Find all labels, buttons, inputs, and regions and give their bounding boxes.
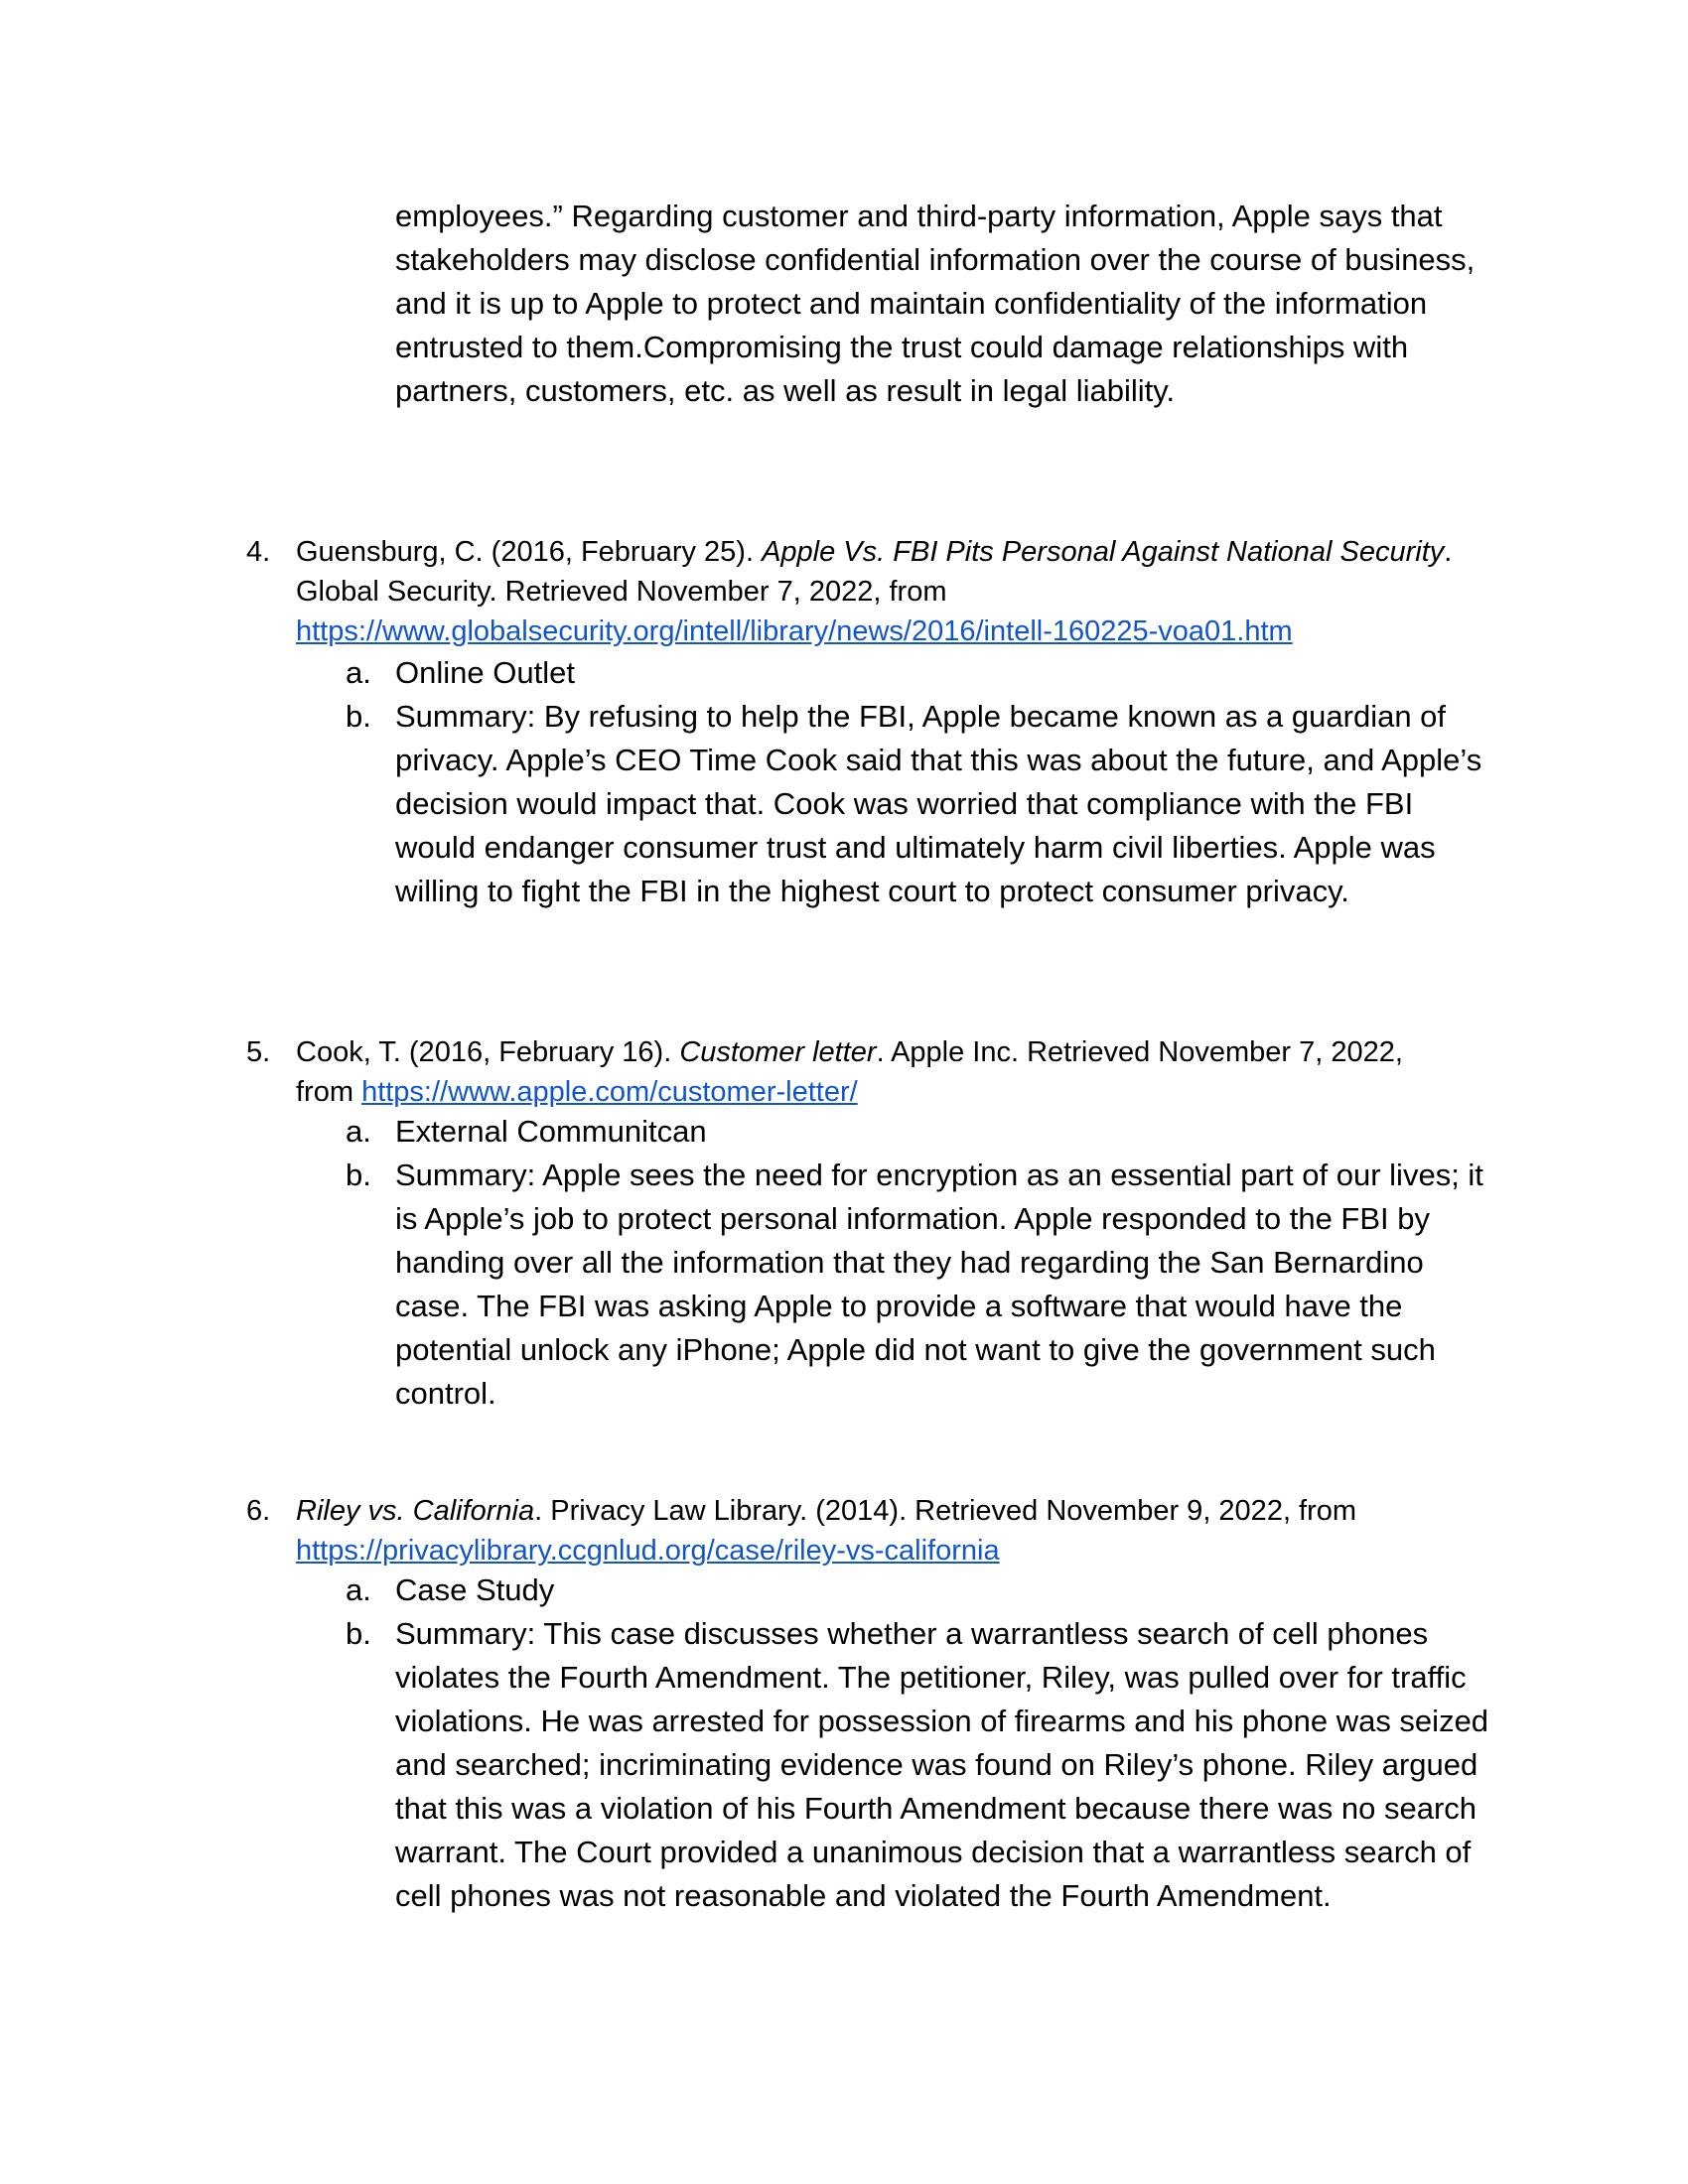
- citation-link[interactable]: https://privacylibrary.ccgnlud.org/case/riley-vs-california: [296, 1535, 1000, 1567]
- list-letter: a.: [346, 655, 371, 690]
- summary-text: Summary: By refusing to help the FBI, Apple became known as a guardian of privacy. Apple’s CEO Time Cook said that this was about the future, and Apple’s decision would impact that. Cook was worried that compliance with the FBI would endanger consumer trust and ultimately harm civil liberties. Apple was willing to fight the FBI in the highest court to protect consumer privacy.: [395, 699, 1482, 908]
- citation-publisher: . Privacy Law Library. (2014). Retrieved November 9, 2022, from: [534, 1495, 1357, 1527]
- citation-title: Riley vs. California: [296, 1495, 535, 1527]
- source-type: External Communitcan: [395, 1114, 707, 1149]
- citation: [296, 1491, 1487, 1570]
- list-letter: a.: [346, 1114, 371, 1149]
- entry-number: 4.: [246, 536, 271, 568]
- citation-title: Customer letter: [679, 1036, 877, 1068]
- citation-author: Guensburg, C. (2016, February 25).: [296, 536, 763, 568]
- citation-publisher: . Apple Inc. Retrieved November 7, 2022, from: [296, 1036, 1403, 1108]
- source-type: Case Study: [395, 1572, 555, 1607]
- citation: [296, 1032, 1468, 1112]
- entry-number: 6.: [246, 1495, 271, 1527]
- list-letter: a.: [346, 1572, 371, 1607]
- citation-author: Cook, T. (2016, February 16).: [296, 1036, 680, 1068]
- summary-text: Summary: Apple sees the need for encryption as an essential part of our lives; it is Apple’s job to protect personal information. Apple responded to the FBI by handing over all the information that they had regarding the San Bernardino case. The FBI was asking Apple to provide a software that would have the potential unlock any iPhone; Apple did not want to give the government such control.: [395, 1158, 1483, 1411]
- list-letter: b.: [346, 699, 371, 734]
- source-type: Online Outlet: [395, 655, 575, 690]
- citation-publisher: . Global Security. Retrieved November 7, 2022, from: [296, 536, 1453, 608]
- citation-title: Apple Vs. FBI Pits Personal Against National Security: [762, 536, 1445, 568]
- list-letter: b.: [346, 1616, 371, 1651]
- citation: [296, 532, 1487, 651]
- citation-link[interactable]: https://www.apple.com/customer-letter/: [361, 1076, 858, 1108]
- citation-link[interactable]: https://www.globalsecurity.org/intell/library/news/2016/intell-160225-voa01.htm: [296, 615, 1293, 647]
- continuation-paragraph: employees.” Regarding customer and third-party information, Apple says that stakeholders may disclose confidential information over the course of business, and it is up to Apple to protect and maintain confidentiality of the information entrusted to them.Compromising the trust could damage relationships with partners, customers, etc. as well as result in legal liability.: [395, 199, 1476, 408]
- summary-text: Summary: This case discusses whether a warrantless search of cell phones violates the Fourth Amendment. The petitioner, Riley, was pulled over for traffic violations. He was arrested for possession of firearms and his phone was seized and searched; incriminating evidence was found on Riley’s phone. Riley argued that this was a violation of his Fourth Amendment because there was no search warrant. The Court provided a unanimous decision that a warrantless search of cell phones was not reasonable and violated the Fourth Amendment.: [395, 1616, 1489, 1913]
- list-letter: b.: [346, 1158, 371, 1192]
- entry-number: 5.: [246, 1036, 271, 1068]
